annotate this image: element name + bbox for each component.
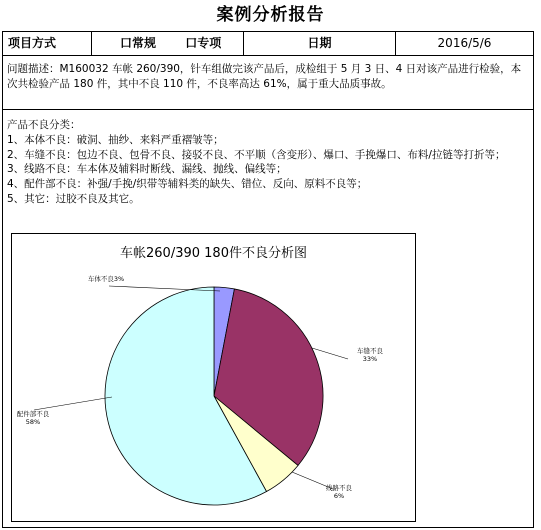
defect-item: 2、车缝不良：包边不良、包骨不良、接驳不良、不平顺（含变形）、爆口、手挽爆口、布料/拉链等打折等；	[7, 148, 506, 161]
pie-svg	[12, 234, 415, 521]
defect-heading: 产品不良分类：	[7, 119, 81, 131]
label-sewing-defect: 车缝不良 33%	[357, 347, 383, 363]
project-method-label: 项目方式	[3, 32, 92, 55]
leader-line-2	[312, 348, 348, 359]
option-special[interactable]: 口专项	[185, 36, 222, 50]
defect-pie-chart	[11, 233, 416, 522]
report-title: 案例分析报告	[216, 5, 325, 25]
defect-item: 5、其它：过胶不良及其它。	[7, 192, 140, 205]
project-method-options	[92, 32, 244, 55]
problem-description: 问题描述：M160032 车帐 260/390，针车组做完该产品后，成检组于 5 月 3 日、4 日对该产品进行检验，本次共检验产品 180 件，其中不良 110 件，不良率高达 61%，属于重大品质事故。	[3, 56, 533, 110]
leader-line-4	[34, 397, 112, 410]
date-label: 日期	[244, 32, 396, 55]
defect-item: 3、线路不良：车本体及辅料时断线、漏线、抛线、偏线等；	[7, 163, 287, 176]
defect-item: 1、本体不良：破洞、抽纱、来料严重褶皱等；	[7, 133, 224, 146]
label-parts-defect: 配件部不良 58%	[16, 410, 50, 426]
report-sheet	[2, 31, 534, 528]
label-thread-defect: 线路不良 6%	[326, 484, 352, 500]
defect-categories	[7, 118, 529, 207]
label-body-defect: 车体不良3%	[87, 275, 125, 283]
defect-item: 4、配件部不良：补强/手挽/织带等辅料类的缺失、错位、反向、原料不良等；	[7, 178, 368, 191]
option-regular[interactable]: 口常规	[120, 36, 157, 50]
chart-title: 车帐260/390 180件不良分析图	[120, 246, 307, 261]
date-value: 2016/5/6	[437, 36, 492, 50]
header-row	[3, 32, 533, 56]
